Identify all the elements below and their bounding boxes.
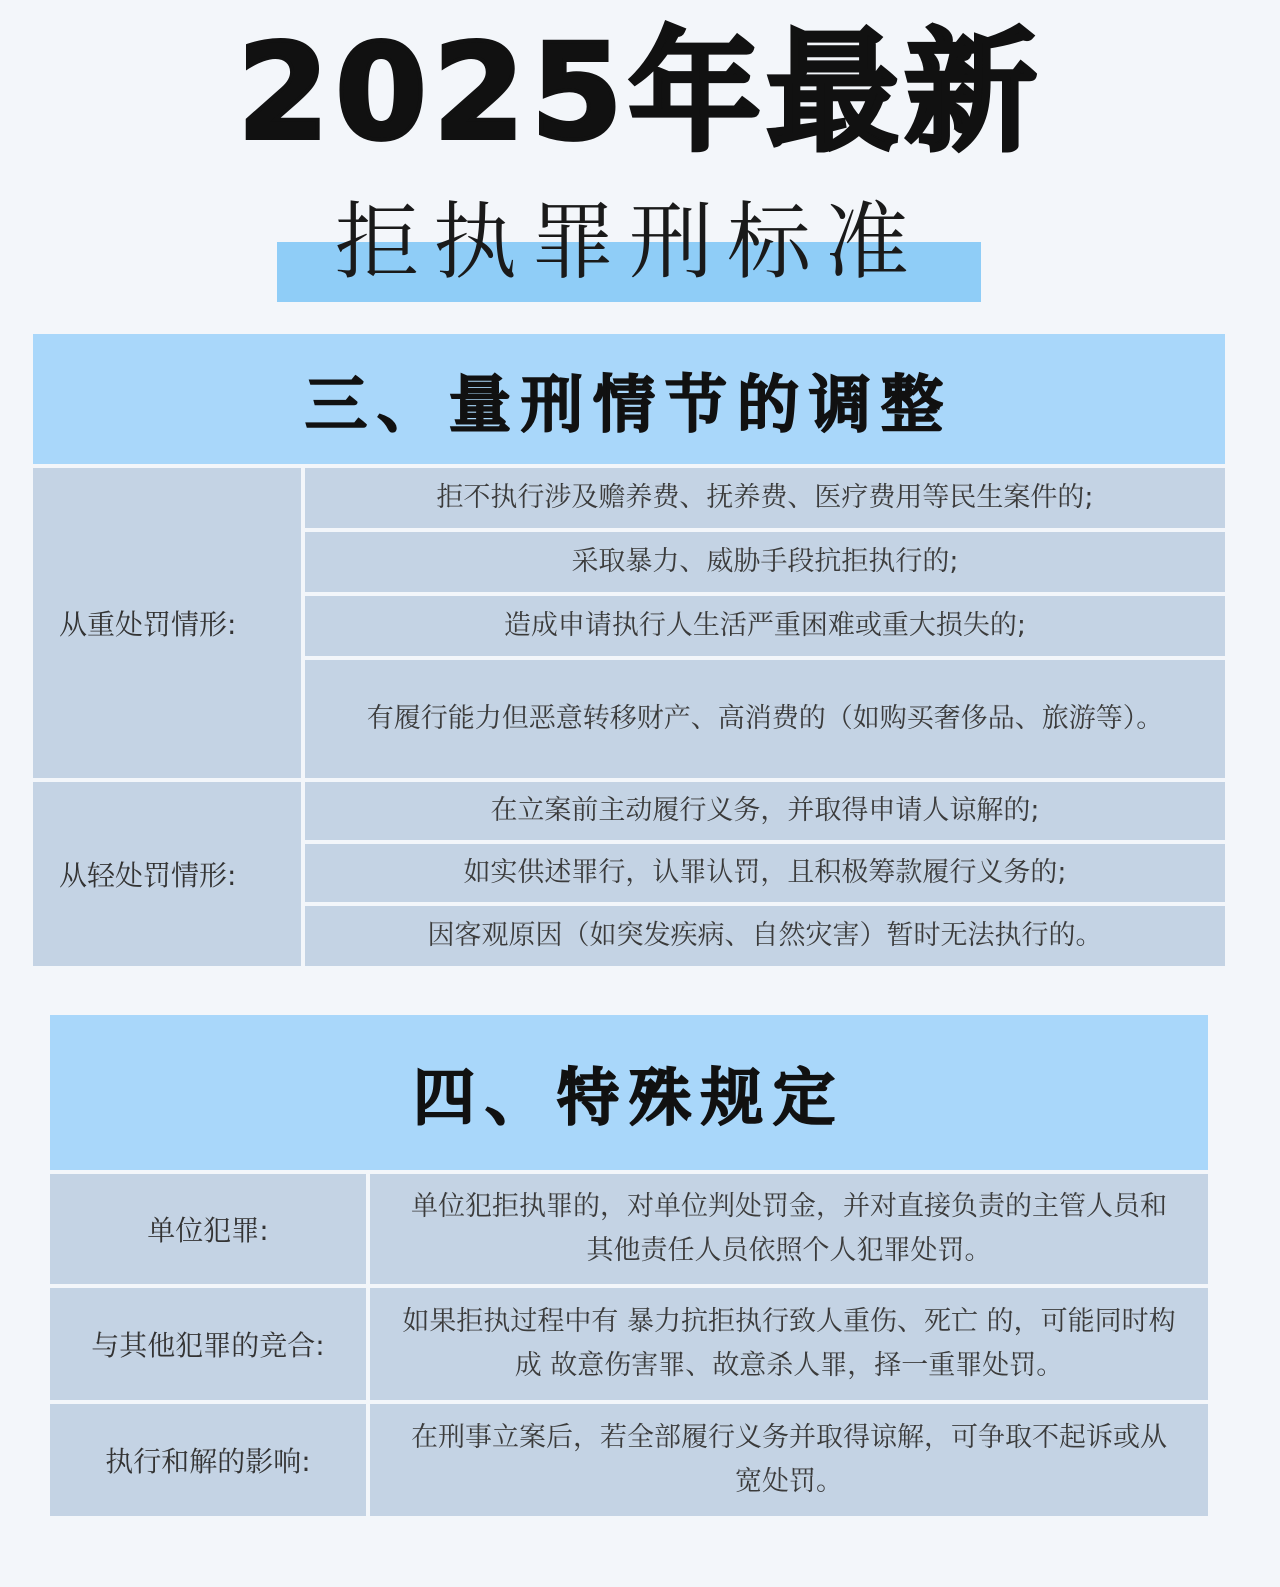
- row-label: 单位犯罪:: [50, 1174, 366, 1284]
- section-heading: 四、特殊规定: [50, 1015, 1208, 1170]
- section-heading: 三、量刑情节的调整: [33, 334, 1225, 464]
- group-aggravating: [33, 468, 1225, 778]
- list-item: 在立案前主动履行义务，并取得申请人谅解的;: [305, 782, 1225, 840]
- list-item: 如实供述罪行，认罪认罚，且积极筹款履行义务的;: [305, 844, 1225, 902]
- row-text: 如果拒执过程中有 暴力抗拒执行致人重伤、死亡 的，可能同时构成 故意伤害罪、故意杀人罪，择一重罪处罚。: [370, 1288, 1208, 1400]
- section-special-provisions: [50, 1015, 1208, 1516]
- group-label: 从轻处罚情形:: [33, 782, 301, 966]
- table-row: [50, 1288, 1208, 1400]
- list-item: 因客观原因（如突发疾病、自然灾害）暂时无法执行的。: [305, 906, 1225, 966]
- list-item: 拒不执行涉及赡养费、抚养费、医疗费用等民生案件的;: [305, 468, 1225, 528]
- table-row: [50, 1404, 1208, 1516]
- row-label: 执行和解的影响:: [50, 1404, 366, 1516]
- table-row: [50, 1174, 1208, 1284]
- row-label: 与其他犯罪的竞合:: [50, 1288, 366, 1400]
- row-text: 单位犯拒执罪的，对单位判处罚金，并对直接负责的主管人员和其他责任人员依照个人犯罪处罚。: [370, 1174, 1208, 1284]
- page-subtitle-block: [277, 190, 981, 302]
- list-item: 造成申请执行人生活严重困难或重大损失的;: [305, 596, 1225, 656]
- page-subtitle: 拒执罪刑标准: [334, 193, 923, 291]
- row-text: 在刑事立案后，若全部履行义务并取得谅解，可争取不起诉或从宽处罚。: [370, 1404, 1208, 1516]
- page-title: 2025年最新: [237, 16, 1043, 170]
- group-mitigating: [33, 782, 1225, 966]
- list-item: 采取暴力、威胁手段抗拒执行的;: [305, 532, 1225, 592]
- list-item: 有履行能力但恶意转移财产、高消费的（如购买奢侈品、旅游等）。: [305, 660, 1225, 778]
- section-sentencing-adjustment: [33, 334, 1225, 966]
- group-label: 从重处罚情形:: [33, 468, 301, 778]
